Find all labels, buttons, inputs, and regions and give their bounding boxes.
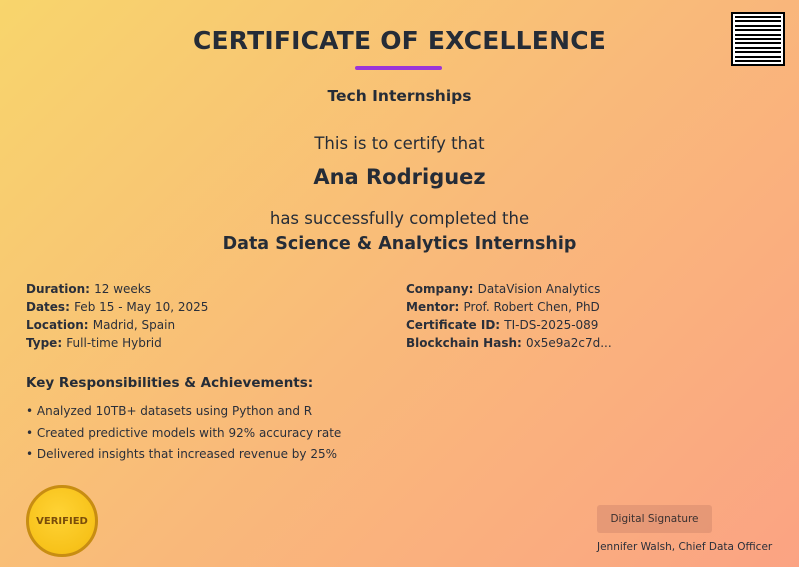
responsibilities-title: Key Responsibilities & Achievements:: [26, 375, 314, 391]
signature-box-label: Digital Signature: [610, 513, 699, 525]
signer-name: Jennifer Walsh, Chief Data Officer: [597, 541, 773, 553]
seal-label: VERIFIED: [36, 515, 88, 527]
list-item: • Delivered insights that increased revenue by 25%: [26, 447, 338, 461]
program-name: Data Science & Analytics Internship: [222, 234, 577, 254]
detail-value: Prof. Robert Chen, PhD: [463, 300, 600, 314]
certify-text: This is to certify that: [314, 134, 485, 153]
detail-label: Dates:: [26, 300, 75, 314]
detail-value: 0x5e9a2c7d...: [526, 336, 612, 350]
detail-label: Mentor:: [406, 300, 464, 314]
digital-signature-box: [597, 505, 712, 533]
recipient-name: Ana Rodriguez: [313, 165, 486, 189]
detail-label: Type:: [26, 336, 67, 350]
detail-type: [26, 334, 208, 352]
list-item: • Analyzed 10TB+ datasets using Python and R: [26, 404, 313, 418]
details-right: [406, 280, 612, 352]
detail-location: [26, 316, 208, 334]
detail-label: Duration:: [26, 282, 95, 296]
detail-blockchain-hash: [406, 334, 612, 352]
detail-company: [406, 280, 612, 298]
detail-duration: [26, 280, 208, 298]
certificate-title: CERTIFICATE OF EXCELLENCE: [192, 26, 607, 55]
detail-dates: [26, 298, 208, 316]
completed-text: has successfully completed the: [269, 209, 530, 228]
detail-label: Location:: [26, 318, 93, 332]
title-underline: [355, 66, 442, 70]
organization-name: Tech Internships: [327, 87, 472, 105]
detail-label: Blockchain Hash:: [406, 336, 526, 350]
detail-value: Full-time Hybrid: [66, 336, 162, 350]
detail-label: Company:: [406, 282, 478, 296]
detail-value: 12 weeks: [94, 282, 152, 296]
detail-value: DataVision Analytics: [477, 282, 601, 296]
detail-value: Madrid, Spain: [92, 318, 176, 332]
details-left: [26, 280, 208, 352]
detail-value: TI-DS-2025-089: [504, 318, 599, 332]
detail-certificate-id: [406, 316, 612, 334]
detail-mentor: [406, 298, 612, 316]
list-item: • Created predictive models with 92% accuracy rate: [26, 425, 342, 440]
verified-seal: [26, 485, 98, 557]
detail-value: Feb 15 - May 10, 2025: [74, 300, 209, 314]
responsibilities-list: [26, 401, 341, 466]
detail-label: Certificate ID:: [406, 318, 505, 332]
